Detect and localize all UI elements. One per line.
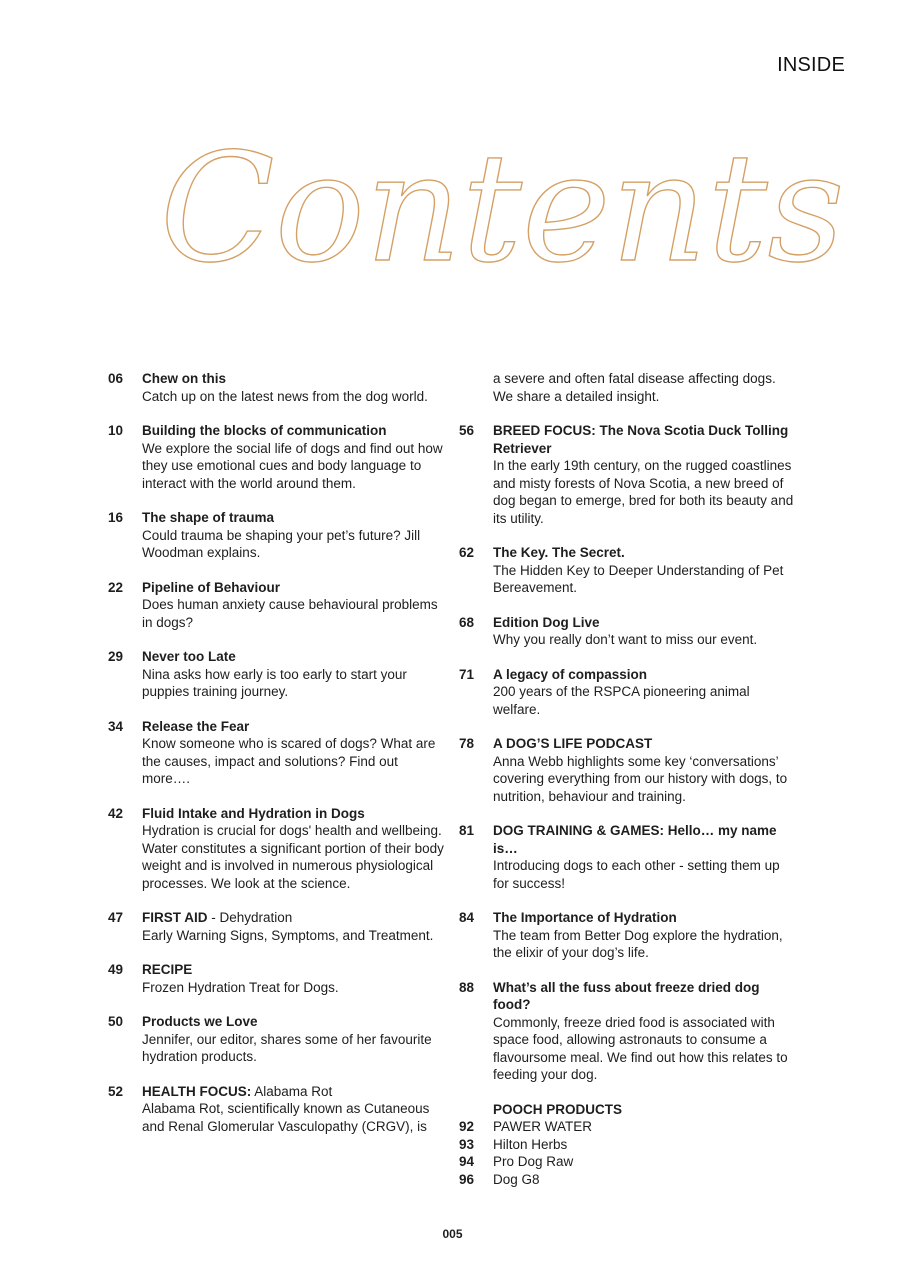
- entry-description: Introducing dogs to each other - setting them up for success!: [493, 858, 780, 891]
- entry-title: Never too Late: [142, 649, 236, 664]
- section-label: INSIDE: [777, 54, 845, 76]
- toc-entry-47[interactable]: [108, 909, 448, 944]
- toc-entry-71[interactable]: [459, 666, 799, 719]
- page-number: 47: [108, 910, 124, 925]
- entry-description: Frozen Hydration Treat for Dogs.: [142, 979, 339, 995]
- entry-description: Commonly, freeze dried food is associated with space food, allowing astronauts to consume a flavoursome meal. We find out how this relates to feeding your dog.: [493, 1014, 788, 1082]
- entry-description: Anna Webb highlights some key ‘conversations’ covering everything from our history with dogs, to nutrition, behaviour and training.: [493, 753, 788, 804]
- entry-title: FIRST AID: [142, 910, 208, 925]
- pooch-product-item[interactable]: [459, 1171, 799, 1189]
- toc-entry-22[interactable]: [108, 579, 448, 632]
- product-name: Dog G8: [493, 1171, 540, 1187]
- toc-entry-78[interactable]: [459, 735, 799, 805]
- entry-title-rest: The Nova Scotia Duck Tolling Retriever: [493, 423, 789, 456]
- pooch-products-heading: POOCH PRODUCTS: [493, 1101, 623, 1117]
- entry-description: Catch up on the latest news from the dog world.: [142, 388, 428, 404]
- page-number: 93: [459, 1136, 475, 1152]
- page-number: 81: [459, 823, 475, 838]
- entry-title: Release the Fear: [142, 718, 250, 734]
- entry-title: The Key. The Secret.: [493, 545, 625, 560]
- entry-description: Early Warning Signs, Symptoms, and Treatment.: [142, 927, 434, 943]
- entry-description: Know someone who is scared of dogs? What are the causes, impact and solutions? Find out more….: [142, 736, 436, 786]
- page-number: 22: [108, 579, 124, 595]
- entry-title: What’s all the fuss about freeze dried dog food?: [493, 979, 760, 1012]
- contents-title-text: Contents: [160, 122, 845, 296]
- entry-description: Hydration is crucial for dogs' health and wellbeing. Water constitutes a significant portion of their body weight and is involved in numerous physiological processes. We look at the science.: [142, 823, 444, 891]
- page-number: 10: [108, 423, 124, 438]
- toc-entry-62[interactable]: [459, 544, 799, 597]
- footer-page-number: 005: [442, 1227, 463, 1241]
- entry-description: Does human anxiety cause behavioural problems in dogs?: [142, 597, 438, 630]
- pooch-product-item[interactable]: [459, 1136, 799, 1154]
- page-number: 06: [108, 371, 124, 386]
- entry-title: The Importance of Hydration: [493, 910, 677, 925]
- page-number: 71: [459, 666, 475, 682]
- contents-right-column: [459, 370, 799, 1188]
- contents-left-column: [108, 370, 448, 1152]
- page-number: 50: [108, 1014, 124, 1029]
- contents-title: [150, 120, 845, 296]
- toc-entry-42[interactable]: [108, 805, 448, 893]
- page-number: 62: [459, 545, 475, 560]
- page-number: 34: [108, 718, 124, 734]
- toc-entry-16[interactable]: [108, 509, 448, 562]
- entry-title: Products we Love: [142, 1014, 258, 1029]
- entry-title: Building the blocks of communication: [142, 423, 387, 438]
- pooch-product-item[interactable]: [459, 1153, 799, 1171]
- page-number: 49: [108, 962, 124, 977]
- product-name: Hilton Herbs: [493, 1136, 568, 1152]
- page-number: 96: [459, 1171, 475, 1187]
- toc-entry-49[interactable]: [108, 961, 448, 996]
- page-number: 16: [108, 510, 124, 525]
- page-number: 84: [459, 910, 475, 925]
- page-number: 88: [459, 979, 475, 995]
- page-number: 29: [108, 649, 124, 664]
- entry-title: Fluid Intake and Hydration in Dogs: [142, 805, 365, 821]
- toc-entry-50[interactable]: [108, 1013, 448, 1066]
- entry-title: Edition Dog Live: [493, 614, 600, 630]
- entry-title: The shape of trauma: [142, 510, 275, 525]
- entry-description: Alabama Rot, scientifically known as Cutaneous and Renal Glomerular Vasculopathy (CRGV), is: [142, 1101, 430, 1134]
- entry-title: HEALTH FOCUS:: [142, 1083, 252, 1099]
- page-number: 94: [459, 1154, 475, 1169]
- entry-title: A DOG’S LIFE PODCAST: [493, 736, 653, 751]
- toc-entry-29[interactable]: [108, 648, 448, 701]
- toc-entry-81[interactable]: [459, 822, 799, 892]
- pooch-product-item[interactable]: [459, 1118, 799, 1136]
- toc-entry-56[interactable]: [459, 422, 799, 527]
- entry-description: Nina asks how early is too early to start your puppies training journey.: [142, 666, 407, 699]
- entry-title-rest: - Dehydration: [207, 910, 293, 925]
- entry-description: We explore the social life of dogs and find out how they use emotional cues and body language to interact with the world around them.: [142, 440, 443, 491]
- entry-description: The Hidden Key to Deeper Understanding of Pet Bereavement.: [493, 562, 784, 595]
- entry-title: A legacy of compassion: [493, 666, 648, 682]
- entry-continuation: a severe and often fatal disease affecting dogs. We share a detailed insight.: [493, 371, 776, 404]
- toc-entry-34[interactable]: [108, 718, 448, 788]
- entry-description: In the early 19th century, on the rugged coastlines and misty forests of Nova Scotia, a new breed of dog began to emerge, bred for both its beauty and its utility.: [493, 458, 794, 526]
- entry-title: DOG TRAINING & GAMES:: [493, 823, 664, 838]
- toc-entry-06[interactable]: [108, 370, 448, 405]
- entry-description: Jennifer, our editor, shares some of her favourite hydration products.: [142, 1031, 432, 1064]
- product-name: PAWER WATER: [493, 1119, 592, 1134]
- page-number: 92: [459, 1119, 475, 1134]
- product-name: Pro Dog Raw: [493, 1154, 574, 1169]
- entry-title: Pipeline of Behaviour: [142, 579, 281, 595]
- toc-entry-88[interactable]: [459, 979, 799, 1084]
- page-number: 42: [108, 805, 124, 821]
- entry-description: Could trauma be shaping your pet’s future? Jill Woodman explains.: [142, 527, 421, 560]
- entry-description: The team from Better Dog explore the hydration, the elixir of your dog’s life.: [493, 927, 783, 960]
- page-number: 68: [459, 614, 475, 630]
- entry-title-rest: Hello… my name is…: [493, 823, 777, 856]
- toc-entry-52[interactable]: [108, 1083, 448, 1136]
- entry-title-rest: Alabama Rot: [251, 1083, 333, 1099]
- toc-entry-84[interactable]: [459, 909, 799, 962]
- entry-title: BREED FOCUS:: [493, 423, 596, 438]
- entry-title: Chew on this: [142, 371, 226, 386]
- entry-description: Why you really don’t want to miss our event.: [493, 632, 758, 647]
- toc-entry-68[interactable]: [459, 614, 799, 649]
- toc-entry-10[interactable]: [108, 422, 448, 492]
- page-number: 52: [108, 1083, 124, 1099]
- page-number: 78: [459, 736, 475, 751]
- entry-title: RECIPE: [142, 962, 193, 977]
- page-number: 56: [459, 423, 475, 438]
- entry-description: 200 years of the RSPCA pioneering animal welfare.: [493, 684, 750, 717]
